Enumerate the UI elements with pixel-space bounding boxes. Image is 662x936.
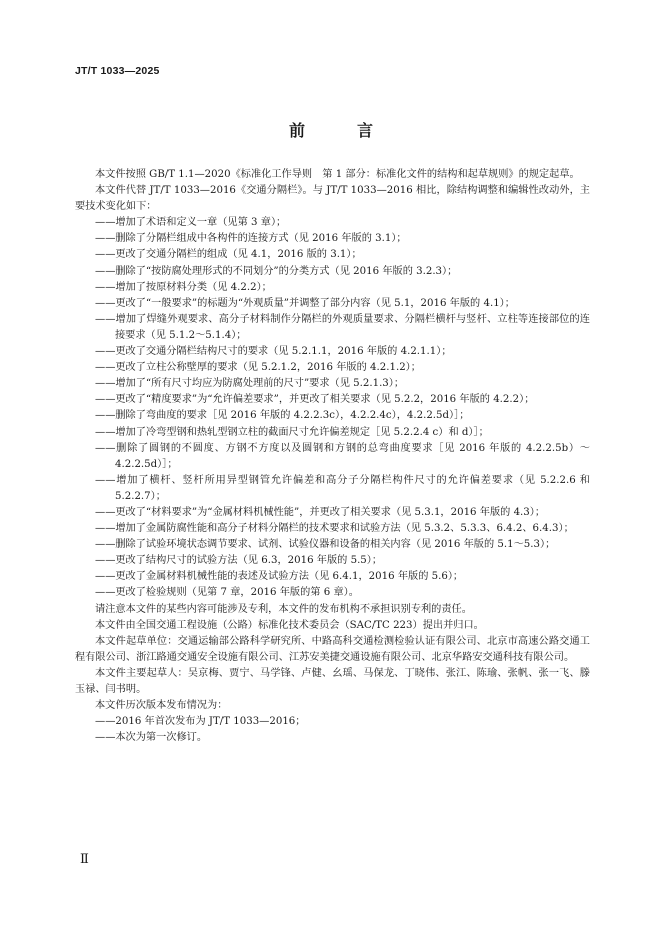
paragraph: 本文件代替 JT/T 1033—2016《交通分隔栏》。与 JT/T 1033—2016 相比，除结构调整和编辑性改动外，主要技术变化如下： [75, 185, 590, 213]
change-list-item: ——更改了立柱公称壁厚的要求（见 5.2.1.2，2016 年版的 4.2.1.2）； [95, 362, 421, 374]
version-history-list [75, 714, 590, 746]
paragraph: 本文件历次版本发布情况为： [95, 700, 228, 712]
closing-paragraphs [75, 602, 590, 715]
intro-paragraphs [75, 167, 590, 215]
document-body [75, 167, 590, 746]
change-list-item: ——增加了横杆、竖杆所用异型钢管允许偏差和高分子分隔栏构件尺寸的允许偏差要求（见 5.2.2.6 和 5.2.2.7）； [95, 474, 590, 502]
change-list-item: ——删除了试验环境状态调节要求、试剂、试验仪器和设备的相关内容（见 2016 年版的 5.1～5.3）； [95, 539, 556, 551]
technical-changes-list [75, 215, 590, 601]
change-list-item: ——删除了弯曲度的要求［见 2016 年版的 4.2.2.3c），4.2.2.4c），4.2.2.5d）］； [95, 410, 470, 422]
change-list-item: ——增加了金属防腐性能和高分子材料分隔栏的技术要求和试验方法（见 5.3.2、5.3.3、6.4.2、6.4.3）； [95, 523, 574, 535]
change-list-item: ——更改了“一般要求”的标题为“外观质量”并调整了部分内容（见 5.1，2016 年版的 4.1）； [95, 297, 515, 309]
paragraph: 本文件主要起草人：吴京梅、贾宁、马学锋、卢健、幺瑶、马保龙、丁晓伟、张江、陈瑜、张帆、张一飞、滕玉禄、闫书明。 [75, 667, 590, 695]
paragraph: 本文件起草单位：交通运输部公路科学研究所、中路高科交通检测检验认证有限公司、北京市高速公路交通工程有限公司、浙江路通交通安全设施有限公司、江苏安美捷交通设施有限公司、北京华路安交通科技有限公司。 [75, 635, 590, 663]
change-list-item: ——增加了冷弯型钢和热轧型钢立柱的截面尺寸允许偏差规定［见 5.2.2.4 c）和 d）］； [95, 426, 489, 438]
change-list-item: ——更改了金属材料机械性能的表述及试验方法（见 6.4.1，2016 年版的 5.6）； [95, 571, 464, 583]
history-list-item: ——本次为第一次修订。 [95, 732, 208, 744]
change-list-item: ——更改了“材料要求”为“金属材料机械性能”，并更改了相关要求（见 5.3.1，2016 年版的 4.3）； [95, 506, 546, 518]
paragraph: 请注意本文件的某些内容可能涉及专利，本文件的发布机构不承担识别专利的责任。 [95, 603, 472, 615]
change-list-item: ——增加了焊缝外观要求、高分子材料制作分隔栏的外观质量要求、分隔栏横杆与竖杆、立柱等连接部位的连接要求（见 5.1.2～5.1.4）； [95, 313, 590, 341]
change-list-item: ——增加了按原材料分类（见 4.2.2）； [95, 281, 272, 293]
change-list-item: ——增加了“所有尺寸均应为防腐处理前的尺寸”要求（见 5.2.1.3）； [95, 378, 405, 390]
change-list-item: ——删除了“按防腐处理形式的不同划分”的分类方式（见 2016 年版的 3.2.3）； [95, 265, 458, 277]
paragraph: 本文件由全国交通工程设施（公路）标准化技术委员会（SAC/TC 223）提出并归口。 [95, 619, 484, 631]
page-title: 前 言 [288, 121, 391, 140]
paragraph: 本文件按照 GB/T 1.1—2020《标准化工作导则 第 1 部分：标准化文件的结构和起草规则》的规定起草。 [95, 169, 580, 180]
page-number: Ⅱ [80, 852, 89, 867]
change-list-item: ——更改了交通分隔栏结构尺寸的要求（见 5.2.1.1，2016 年版的 4.2.1.1）； [95, 346, 452, 358]
change-list-item: ——删除了分隔栏组成中各构件的连接方式（见 2016 年版的 3.1）； [95, 233, 407, 245]
change-list-item: ——更改了交通分隔栏的组成（见 4.1，2016 版的 3.1）； [95, 249, 362, 261]
change-list-item: ——更改了“精度要求”为“允许偏差要求”，并更改了相关要求（见 5.2.2，2016 年版的 4.2.2）； [95, 394, 535, 406]
change-list-item: ——更改了结构尺寸的试验方法（见 6.3，2016 年版的 5.5）； [95, 555, 383, 567]
change-list-item: ——删除了圆钢的不圆度、方钢不方度以及圆钢和方钢的总弯曲度要求［见 2016 年版的 4.2.2.5b）～4.2.2.5d）］； [95, 442, 590, 470]
history-list-item: ——2016 年首次发布为 JT/T 1033—2016； [95, 716, 306, 728]
change-list-item: ——增加了术语和定义一章（见第 3 章）； [95, 217, 287, 229]
standard-code-header: JT/T 1033—2025 [75, 65, 160, 77]
change-list-item: ——更改了检验规则（见第 7 章，2016 年版的第 6 章）。 [95, 587, 359, 599]
